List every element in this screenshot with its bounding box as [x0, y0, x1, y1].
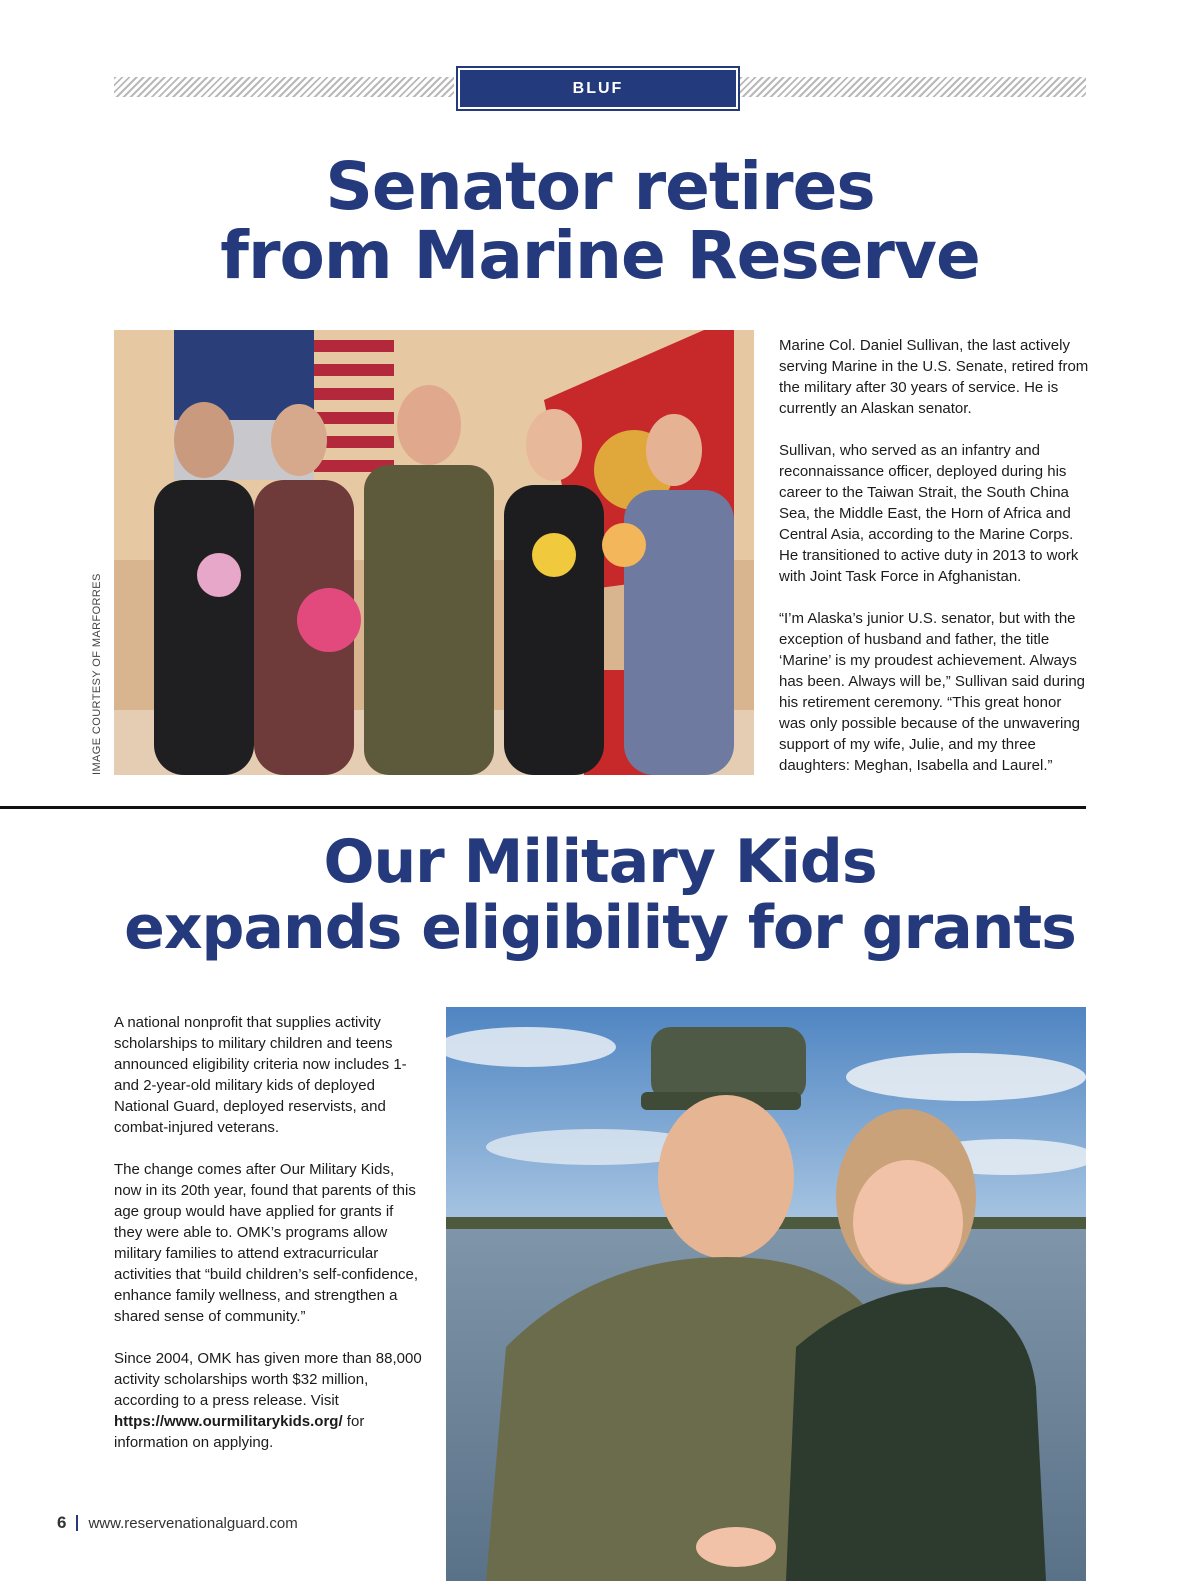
- ourmilitarykids-link[interactable]: https://www.ourmilitarykids.org/: [114, 1413, 343, 1430]
- article1-body: [779, 335, 1089, 797]
- article2-last-text: Since 2004, OMK has given more than 88,000 activity scholarships worth $32 million, according to a press release. Visit: [114, 1350, 422, 1409]
- header-hatch-right: [740, 77, 1086, 97]
- article2-paragraph: A national nonprofit that supplies activity scholarships to military children and teens announced eligibility criteria now includes 1- and 2-year-old military kids of deployed National Guard, deployed reservists, and combat-injured veterans.: [114, 1014, 407, 1136]
- article2-body: [114, 1012, 424, 1474]
- sailor-and-daughter-photo: [446, 1007, 1086, 1581]
- article1-headline-line1: Senator retires: [325, 148, 875, 225]
- section-divider: [0, 806, 1086, 809]
- article1-headline-line2: from Marine Reserve: [220, 217, 980, 294]
- article1-headline: [0, 148, 1200, 294]
- photo-credit: IMAGE COURTESY OF MARFORRES: [91, 573, 103, 775]
- header-hatch-left: [114, 77, 454, 97]
- section-tag: BLUF: [456, 66, 740, 111]
- retirement-ceremony-photo: [114, 330, 754, 775]
- article2-last-text-end: for information on applying.: [114, 1413, 365, 1451]
- article2-headline-line1: Our Military Kids: [323, 827, 877, 897]
- footer-website-link[interactable]: www.reservenationalguard.com: [88, 1514, 298, 1532]
- article2-headline: [0, 829, 1200, 961]
- footer-separator: [76, 1515, 78, 1531]
- article2-paragraph: The change comes after Our Military Kids, now in its 20th year, found that parents of this age group would have applied for grants if they were able to. OMK’s programs allow military families to attend extracurricular activities that “build children’s self-confidence, enhance family wellness, and strengthen a shared sense of community.”: [114, 1161, 419, 1325]
- article1-paragraph: Marine Col. Daniel Sullivan, the last actively serving Marine in the U.S. Senate, retired from the military after 30 years of service. He is currently an Alaskan senator.: [779, 337, 1089, 417]
- page-footer: [57, 1513, 298, 1533]
- article2-headline-line2: expands eligibility for grants: [124, 893, 1076, 963]
- article1-paragraph: Sullivan, who served as an infantry and reconnaissance officer, deployed during his career to the Taiwan Strait, the South China Sea, the Middle East, the Horn of Africa and Central Asia, according to the Marine Corps. He transitioned to active duty in 2013 to work with Joint Task Force in Afghanistan.: [779, 442, 1079, 585]
- page-number: 6: [57, 1513, 67, 1532]
- article1-paragraph: “I’m Alaska’s junior U.S. senator, but with the exception of husband and father, the title ‘Marine’ is my proudest achievement. Always has been. Always will be,” Sullivan said during his retirement ceremony. “This great honor was only possible because of the unwavering support of my wife, Julie, and my three daughters: Meghan, Isabella and Laurel.”: [779, 610, 1085, 774]
- article2-paragraph-last: [114, 1348, 424, 1453]
